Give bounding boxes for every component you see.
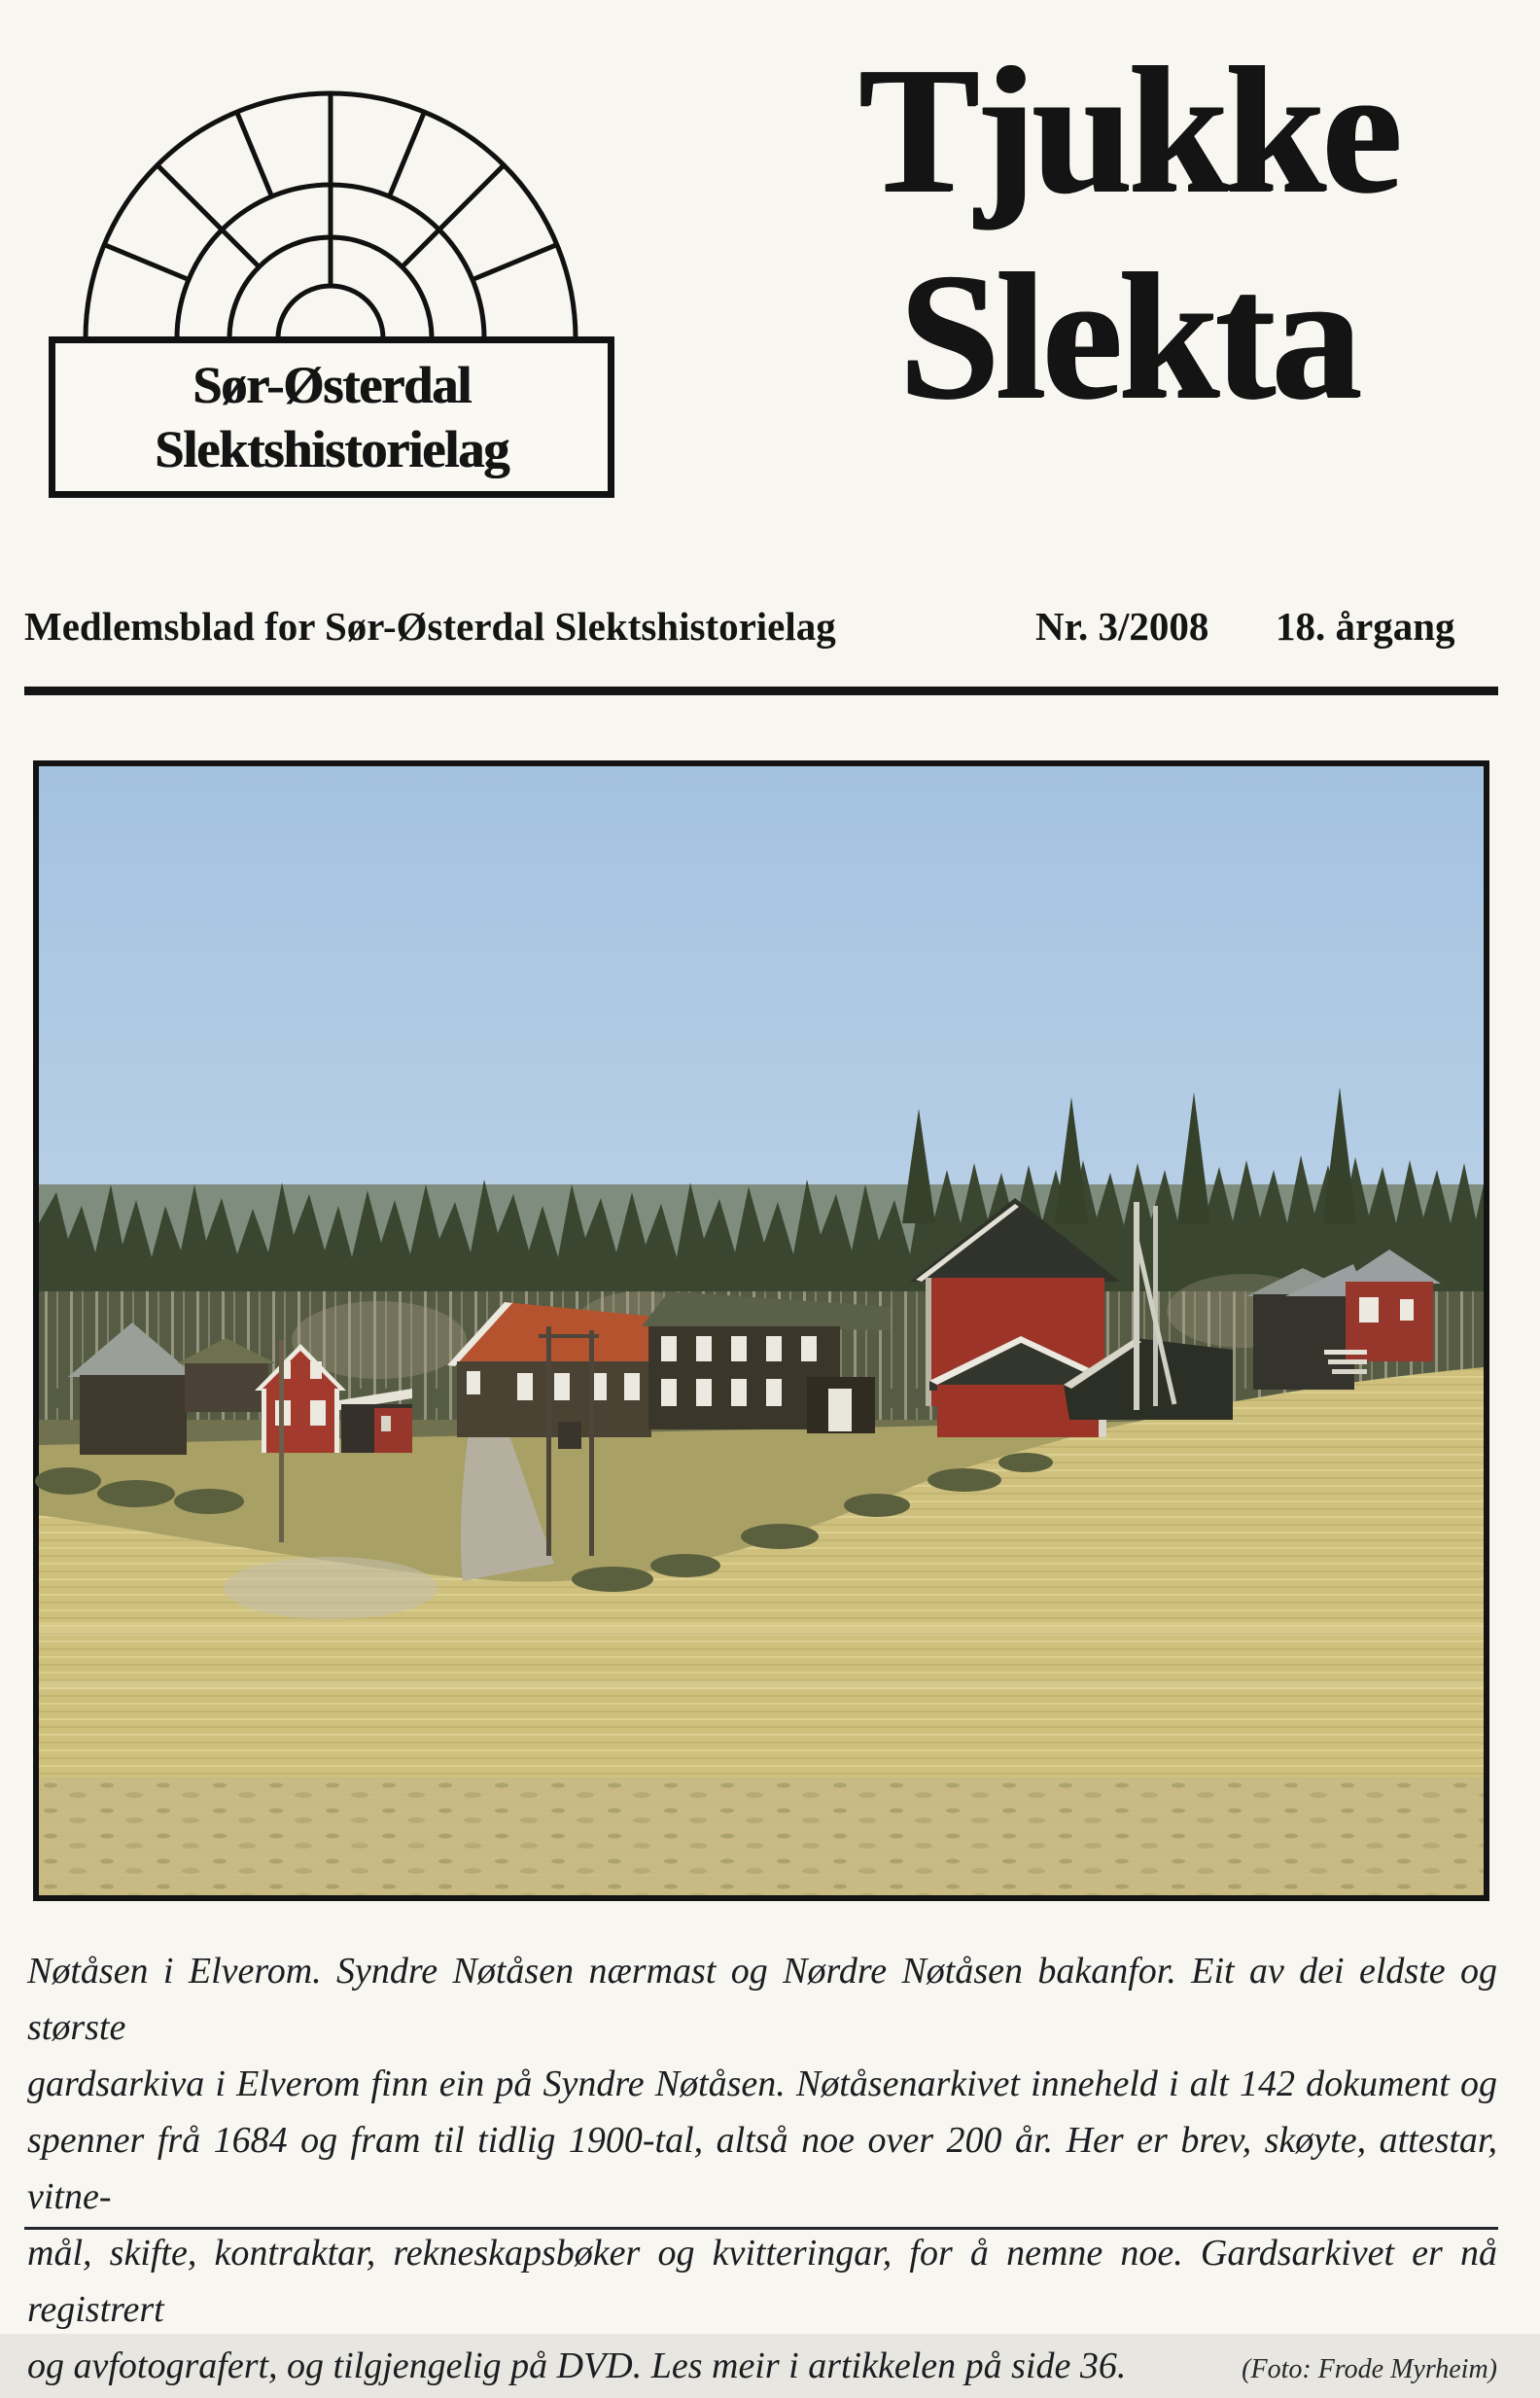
- issue-volume: 18. årgang: [1276, 604, 1455, 649]
- society-name-box: [49, 336, 614, 498]
- road-dust: [224, 1557, 438, 1619]
- masthead-title: [805, 27, 1451, 440]
- caption-line: og avfotografert, og tilgjengelig på DVD. Les meir i artikkelen på side 36.: [27, 2345, 1127, 2386]
- cover-photo-frame: [33, 760, 1489, 1901]
- photo-credit: (Foto: Frode Myrheim): [1242, 2354, 1497, 2384]
- caption-line: spenner frå 1684 og fram til tidlig 1900-tal, altså noe over 200 år. Her er brev, skøyte, attestar, vitne-: [27, 2120, 1497, 2217]
- footer-divider-rule: [24, 2227, 1498, 2230]
- header-divider-rule: [24, 687, 1498, 695]
- society-name-line2: Slektshistorielag: [154, 420, 508, 478]
- masthead-title-line1: Tjukke: [858, 30, 1398, 230]
- society-name-line1: Sør-Østerdal: [192, 356, 471, 414]
- caption-last-line: [27, 2338, 1497, 2398]
- field-light-streak: [39, 1680, 1484, 1690]
- society-logo: [49, 88, 614, 498]
- caption-line: mål, skifte, kontraktar, rekneskapsbøker og kvitteringar, for å nemne noe. Gardsarkivet er nå registrert: [27, 2233, 1497, 2330]
- issue-number: Nr. 3/2008: [1035, 604, 1209, 649]
- caption-line: Nøtåsen i Elverom. Syndre Nøtåsen nærmast og Nørdre Nøtåsen bakanfor. Eit av dei eldste og største: [27, 1951, 1497, 2048]
- cover-photo: [39, 766, 1484, 1895]
- issue-line: [24, 603, 1502, 653]
- genealogy-fan-chart-icon: [49, 88, 614, 340]
- photo-caption: [27, 1943, 1497, 2398]
- publication-subtitle: Medlemsblad for Sør-Østerdal Slektshistorielag: [24, 604, 836, 649]
- field-pole-left: [279, 1340, 284, 1542]
- field-light-streak: [39, 1622, 1484, 1636]
- field-tufts: [39, 1778, 1484, 1895]
- white-door-annex: [807, 1377, 875, 1433]
- caption-line: gardsarkiva i Elverom finn ein på Syndre Nøtåsen. Nøtåsenarkivet inneheld i alt 142 dokument og: [27, 2063, 1497, 2104]
- masthead-title-line2: Slekta: [897, 236, 1358, 437]
